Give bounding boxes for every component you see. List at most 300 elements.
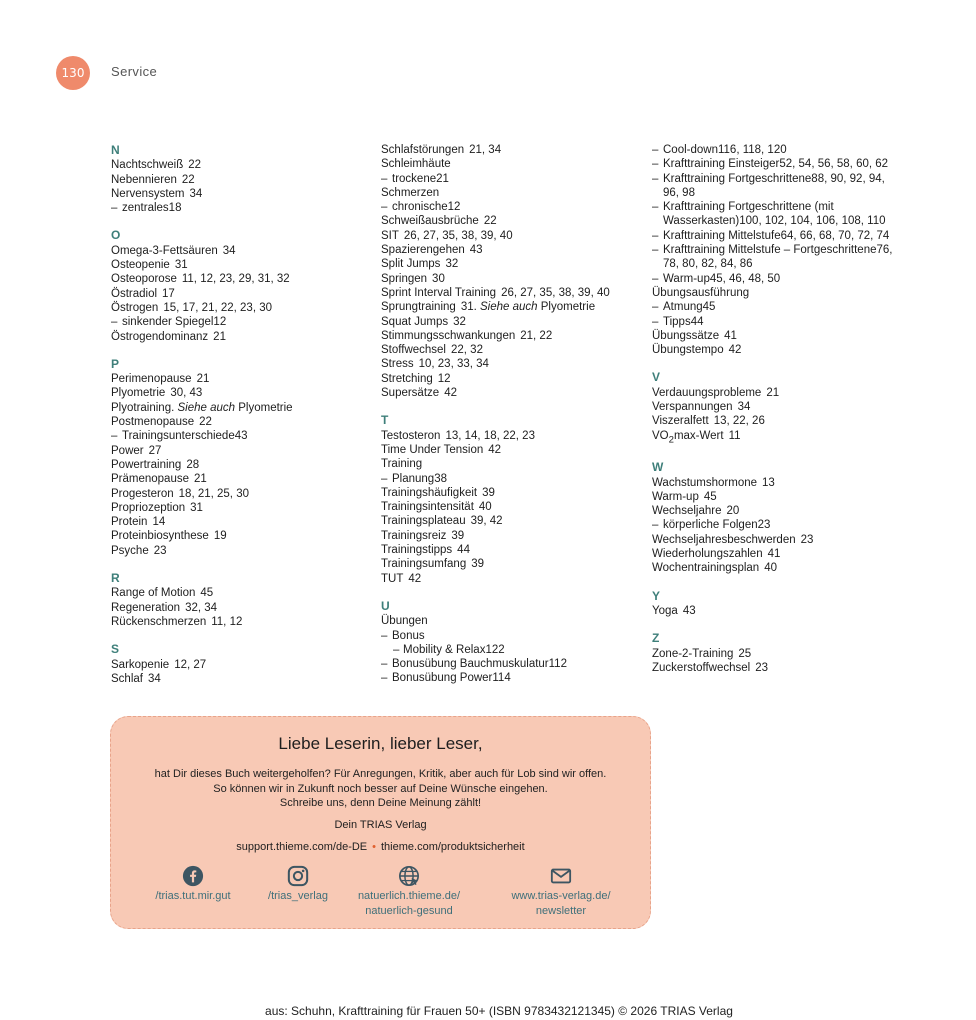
notice-body-line: Schreibe uns, denn Deine Meinung zählt! xyxy=(279,797,482,809)
subentry-dash: – xyxy=(381,472,388,485)
index-term: Sarkopenie xyxy=(111,658,170,671)
index-pages: 26, 27, 35, 38, 39, 40 xyxy=(501,286,610,299)
index-pages: 28 xyxy=(186,458,200,471)
index-pages: 12, 27 xyxy=(174,658,207,671)
subentry-dash: – xyxy=(111,430,118,443)
index-term: Schweißausbrüche xyxy=(381,215,479,228)
index-see-also-entry xyxy=(381,300,646,314)
index-term: Viszeralfett xyxy=(652,415,709,428)
index-term: Psyche xyxy=(111,544,149,557)
index-pages: 31 xyxy=(174,259,188,272)
index-pages: 22 xyxy=(199,416,212,429)
index-term: Postmenopause xyxy=(111,416,195,429)
index-term: Sprint Interval Training xyxy=(381,286,497,299)
subentry-dash: – xyxy=(652,315,659,328)
index-term: Krafttraining Mittelstufe xyxy=(663,229,781,242)
index-term: Krafttraining Fortgeschrittene xyxy=(663,172,812,185)
index-term: Power xyxy=(111,444,144,457)
index-entry xyxy=(111,601,376,615)
index-pages: 112 xyxy=(548,658,567,671)
index-pages: 100, 102, 104, 106, 108, 110 xyxy=(739,215,886,228)
subentry-dash: – xyxy=(381,672,388,685)
index-pages: 12 xyxy=(447,201,461,214)
index-pages: 41 xyxy=(767,548,781,561)
index-entry xyxy=(381,500,646,514)
index-letter-heading: P xyxy=(111,356,120,371)
index-pages: 15, 17, 21, 22, 23, 30 xyxy=(163,301,273,314)
index-pages: 20 xyxy=(726,505,740,518)
index-entry xyxy=(111,272,376,286)
instagram-handle: /trias_verlag xyxy=(268,890,328,902)
index-entry xyxy=(111,615,376,629)
index-term: Planung xyxy=(392,472,435,485)
index-pages: 43 xyxy=(469,244,483,257)
index-term: Trainingshäufigkeit xyxy=(381,486,478,499)
index-term: Stretching xyxy=(381,372,433,385)
index-term: Wechseljahresbeschwerden xyxy=(652,533,796,546)
index-entry xyxy=(381,486,646,500)
index-pages: 31. xyxy=(460,301,477,314)
index-term: Wechseljahre xyxy=(652,505,722,518)
index-pages: 39, 42 xyxy=(470,515,503,528)
index-term: Springen xyxy=(381,272,428,285)
index-term: $VO_2\max$-Wert xyxy=(652,429,724,445)
index-pages: 21 xyxy=(436,172,449,185)
index-term: Nebennieren xyxy=(111,173,177,186)
index-letter-heading: O xyxy=(111,228,121,243)
index-entry xyxy=(381,157,646,171)
see-also-label: Siehe auch xyxy=(177,401,236,414)
subentry-dash: – xyxy=(652,144,659,156)
index-pages: 38 xyxy=(434,472,448,485)
see-also-target: Plyometrie xyxy=(238,401,293,414)
mail-icon xyxy=(491,863,631,889)
index-term: Osteoporose xyxy=(111,273,177,286)
index-entry xyxy=(652,429,902,448)
see-also-target: Plyometrie xyxy=(540,301,596,314)
index-entry xyxy=(111,529,376,543)
index-entry xyxy=(381,529,646,543)
index-entry xyxy=(381,386,646,400)
newsletter-link[interactable] xyxy=(491,863,631,918)
index-entry xyxy=(111,258,376,272)
index-term: Atmung xyxy=(663,301,703,314)
index-pages: 43 xyxy=(234,430,248,443)
index-term: Regeneration xyxy=(111,601,181,614)
index-entry xyxy=(381,443,646,457)
index-pages: 26, 27, 35, 38, 39, 40 xyxy=(403,229,513,242)
index-term: Östrogen xyxy=(111,301,159,314)
index-entry xyxy=(381,429,646,443)
subentry-dash: – xyxy=(381,629,388,642)
index-subentry xyxy=(652,243,902,272)
index-term: Testosteron xyxy=(381,429,441,442)
index-term: Supersätze xyxy=(381,387,440,400)
index-entry xyxy=(652,286,902,300)
index-pages: 17 xyxy=(162,287,175,300)
index-term: Trainingsplateau xyxy=(381,515,466,528)
index-term: Östrogendominanz xyxy=(111,330,209,343)
index-entry xyxy=(381,143,646,157)
index-pages: 122 xyxy=(485,643,505,656)
index-entry xyxy=(381,243,646,257)
index-term: Time Under Tension xyxy=(381,443,484,456)
page-number-badge: 130 xyxy=(56,56,90,90)
index-subentry xyxy=(381,172,646,186)
notice-signature: Dein TRIAS Verlag xyxy=(334,819,427,831)
index-entry xyxy=(381,186,646,200)
index-pages: 88, 90, 92, 94, 96, 98 xyxy=(663,172,885,199)
index-letter-heading: T xyxy=(381,413,389,428)
website-link[interactable] xyxy=(339,863,479,918)
notice-title: Liebe Leserin, lieber Leser, xyxy=(278,734,483,753)
index-entry xyxy=(111,158,376,172)
index-term: Rückenschmerzen xyxy=(111,615,207,628)
index-pages: 45 xyxy=(200,587,214,600)
index-see-also-entry xyxy=(111,401,376,415)
subentry-dash: – xyxy=(393,643,400,656)
index-pages: 21 xyxy=(194,473,207,486)
index-pages: 43 xyxy=(682,604,696,617)
index-term: Split Jumps xyxy=(381,258,441,271)
index-pages: 30 xyxy=(432,272,445,285)
index-entry xyxy=(652,414,902,428)
index-pages: 44 xyxy=(690,315,704,328)
index-entry xyxy=(381,315,646,329)
index-pages: 14 xyxy=(152,516,166,529)
notice-body-line: hat Dir dieses Buch weitergeholfen? Für Anregungen, Kritik, aber auch für Lob sind wir offen. xyxy=(154,768,607,780)
index-term: Powertraining xyxy=(111,458,182,471)
index-subentry xyxy=(652,300,902,314)
index-pages: 45, 46, 48, 50 xyxy=(709,272,781,285)
index-entry xyxy=(381,343,646,357)
index-pages: 11 xyxy=(728,429,741,442)
index-term: TUT xyxy=(381,572,404,585)
index-term: zentrales xyxy=(122,202,169,215)
index-subentry xyxy=(381,671,646,685)
website-url-line2: natuerlich-gesund xyxy=(365,904,453,917)
index-entry xyxy=(652,386,902,400)
index-pages: 21 xyxy=(213,330,226,343)
index-pages: 22 xyxy=(188,159,202,172)
index-entry xyxy=(111,301,376,315)
index-pages: 39 xyxy=(451,529,465,542)
index-pages: 21, 22 xyxy=(520,329,553,342)
index-subentry xyxy=(652,143,902,157)
index-letter-heading: N xyxy=(111,143,120,157)
index-entry xyxy=(381,572,646,586)
index-entry xyxy=(111,658,376,672)
index-term: Verspannungen xyxy=(652,401,733,414)
index-term: Plyometrie xyxy=(111,387,166,400)
index-entry xyxy=(652,476,902,490)
index-letter-heading: Z xyxy=(652,631,660,646)
index-pages: 25 xyxy=(738,647,752,660)
index-term: Verdauungsprobleme xyxy=(652,386,762,399)
index-term: Bonusübung Bauchmuskulatur xyxy=(392,658,549,671)
index-subentry xyxy=(381,629,646,643)
index-entry xyxy=(381,229,646,243)
index-letter-heading: S xyxy=(111,642,120,657)
index-letter-heading: W xyxy=(652,460,664,475)
index-term: Tipps xyxy=(663,315,691,328)
index-subentry xyxy=(652,229,902,243)
index-pages: 10, 23, 33, 34 xyxy=(418,358,489,371)
index-term: Stimmungsschwankungen xyxy=(381,329,516,342)
index-pages: 22, 32 xyxy=(451,344,483,357)
index-pages: 31 xyxy=(190,501,203,514)
index-pages: 64, 66, 68, 70, 72, 74 xyxy=(780,229,890,242)
index-pages: 23 xyxy=(153,544,167,557)
index-term: Stoffwechsel xyxy=(381,344,446,357)
index-term: Range of Motion xyxy=(111,587,196,600)
index-entry xyxy=(652,533,902,547)
index-pages: 32 xyxy=(453,315,466,328)
index-pages: 23 xyxy=(800,533,814,546)
notice-body-line: So können wir in Zukunft noch besser auf Deine Wünsche eingehen. xyxy=(213,782,548,795)
index-letter-heading: R xyxy=(111,571,120,586)
subentry-dash: – xyxy=(381,658,388,671)
index-entry xyxy=(111,287,376,301)
index-entry xyxy=(652,661,902,675)
index-term: Zone-2-Training xyxy=(652,647,734,660)
index-subentry xyxy=(652,272,902,286)
subentry-dash: – xyxy=(652,272,659,285)
index-pages: 114 xyxy=(492,672,511,685)
index-pages: 34 xyxy=(189,187,203,200)
subentry-dash: – xyxy=(111,316,118,329)
index-subentry xyxy=(381,472,646,486)
notice-links xyxy=(111,841,650,853)
index-term: Übungssätze xyxy=(652,329,720,342)
index-pages: 18 xyxy=(168,202,182,215)
index-entry xyxy=(652,504,902,518)
index-pages: 30, 43 xyxy=(170,387,203,400)
index-pages: 34 xyxy=(222,244,236,257)
index-column-2 xyxy=(381,143,646,686)
newsletter-url-line1: www.trias-verlag.de/ xyxy=(511,890,611,902)
index-entry xyxy=(652,343,902,357)
index-letter-heading: Y xyxy=(652,588,661,603)
index-pages: 13 xyxy=(762,476,775,489)
subentry-dash: – xyxy=(652,158,659,171)
index-subentry xyxy=(652,518,902,532)
newsletter-url-line2: newsletter xyxy=(535,904,587,917)
index-term: Trainingsreiz xyxy=(381,529,447,542)
index-entry xyxy=(111,472,376,486)
index-entry xyxy=(381,329,646,343)
index-pages: 22 xyxy=(181,173,195,186)
index-term: Warm-up xyxy=(663,272,710,285)
index-entry xyxy=(111,330,376,344)
index-pages: 21, 34 xyxy=(469,144,502,156)
index-entry xyxy=(111,372,376,386)
index-term: sinkender Spiegel xyxy=(122,316,214,329)
index-subentry xyxy=(652,172,902,201)
index-subentry xyxy=(381,643,646,657)
index-entry xyxy=(111,458,376,472)
index-pages: 23 xyxy=(755,661,769,674)
index-entry xyxy=(111,415,376,429)
index-subentry xyxy=(652,200,902,229)
subentry-dash: – xyxy=(652,201,659,214)
index-entry xyxy=(652,561,902,575)
index-term: Übungstempo xyxy=(652,344,724,357)
index-term: Trainingsintensität xyxy=(381,501,474,514)
index-term: Wachstumshormone xyxy=(652,476,758,489)
index-entry xyxy=(111,586,376,600)
index-term: Protein xyxy=(111,516,148,529)
index-entry xyxy=(111,672,376,686)
index-entry xyxy=(381,457,646,471)
index-pages: 23 xyxy=(757,519,771,532)
index-entry xyxy=(381,357,646,371)
index-term: Schleimhäute xyxy=(381,158,451,171)
index-term: Übungsausführung xyxy=(652,286,750,299)
index-term: Trainingsunterschiede xyxy=(122,430,235,443)
index-pages: 76, 78, 80, 82, 84, 86 xyxy=(663,244,893,271)
index-pages: 22 xyxy=(483,215,497,228)
index-pages: 13, 22, 26 xyxy=(713,415,765,428)
index-term: SIT xyxy=(381,229,399,242)
index-entry xyxy=(111,173,376,187)
index-subentry xyxy=(111,201,376,215)
index-pages: 39 xyxy=(482,486,495,499)
index-term: Squat Jumps xyxy=(381,315,449,328)
index-pages: 45 xyxy=(703,490,717,503)
index-pages: 45 xyxy=(702,301,716,314)
index-entry xyxy=(652,647,902,661)
index-entry xyxy=(381,214,646,228)
index-entry xyxy=(381,614,646,628)
subentry-dash: – xyxy=(381,172,388,185)
index-subentry xyxy=(652,157,902,171)
index-term: Perimenopause xyxy=(111,373,192,386)
section-title: Service xyxy=(111,64,158,79)
index-pages: 42 xyxy=(408,572,422,585)
index-term: Nervensystem xyxy=(111,187,185,200)
copyright-footer: aus: Schuhn, Krafttraining für Frauen 50+ (ISBN 9783432121345) © 2026 TRIAS Verlag xyxy=(265,1004,733,1018)
link-separator: • xyxy=(372,841,376,853)
reader-notice-box xyxy=(110,716,651,929)
index-pages: 42 xyxy=(444,387,457,400)
index-term: Prämenopause xyxy=(111,473,189,486)
index-pages: 52, 54, 56, 58, 60, 62 xyxy=(779,158,889,171)
index-pages: 32, 34 xyxy=(185,601,218,614)
subentry-dash: – xyxy=(652,519,659,532)
index-subentry xyxy=(652,315,902,329)
index-term: Spazierengehen xyxy=(381,244,465,257)
index-pages: 11, 12 xyxy=(211,615,243,628)
index-entry xyxy=(381,557,646,571)
index-term: Östradiol xyxy=(111,287,158,300)
index-pages: 13, 14, 18, 22, 23 xyxy=(445,429,535,442)
index-term: Trainingstipps xyxy=(381,544,453,557)
index-term: Propriozeption xyxy=(111,501,186,514)
index-term: Proteinbiosynthese xyxy=(111,530,209,543)
index-entry xyxy=(111,386,376,400)
index-term: Bonus xyxy=(392,629,425,642)
index-pages: 21 xyxy=(766,386,780,399)
index-pages: 32 xyxy=(445,258,459,271)
index-term: Zuckerstoffwechsel xyxy=(652,661,751,674)
index-pages: 34 xyxy=(147,672,161,685)
index-term: Krafttraining Mittelstufe – Fortgeschrittene xyxy=(663,244,877,257)
website-url-line1: natuerlich.thieme.de/ xyxy=(357,890,461,902)
subentry-dash: – xyxy=(381,201,388,214)
index-entry xyxy=(381,257,646,271)
index-pages: 44 xyxy=(457,544,470,557)
index-term: Schlafstörungen xyxy=(381,144,465,156)
facebook-handle: /trias.tut.mir.gut xyxy=(155,890,231,902)
index-pages: 27 xyxy=(148,444,162,457)
index-entry xyxy=(111,244,376,258)
index-letter-heading: V xyxy=(652,370,661,385)
index-pages: 12 xyxy=(437,372,451,385)
index-pages: 39 xyxy=(471,558,485,571)
index-entry xyxy=(652,329,902,343)
index-entry xyxy=(381,543,646,557)
index-pages: 21 xyxy=(196,373,210,386)
index-term: Schmerzen xyxy=(381,186,440,199)
index-entry xyxy=(381,514,646,528)
index-term: körperliche Folgen xyxy=(663,519,758,532)
index-entry xyxy=(652,490,902,504)
index-term: Wiederholungszahlen xyxy=(652,548,763,561)
globe-icon xyxy=(339,863,479,889)
subentry-dash: – xyxy=(652,172,659,185)
index-entry xyxy=(111,187,376,201)
index-term: Trainingsumfang xyxy=(381,558,467,571)
index-entry xyxy=(381,272,646,286)
index-subentry xyxy=(111,315,376,329)
index-subentry xyxy=(111,429,376,443)
index-subentry xyxy=(381,200,646,214)
index-term: Warm-up xyxy=(652,490,699,503)
index-column-1 xyxy=(111,143,376,686)
index-term: chronische xyxy=(392,201,448,214)
index-term: Mobility & Relax xyxy=(403,643,486,656)
index-pages: 42 xyxy=(488,443,502,456)
index-pages: 19 xyxy=(213,530,227,543)
index-term: Krafttraining Fortgeschrittene (mit Wasserkasten) xyxy=(663,201,834,228)
index-term: Nachtschweiß xyxy=(111,159,184,172)
index-entry xyxy=(652,604,902,618)
index-term: Omega-3-Fettsäuren xyxy=(111,244,218,257)
index-pages: 40 xyxy=(478,501,492,514)
index-term: Krafttraining Einsteiger xyxy=(663,158,780,171)
index-pages: 12 xyxy=(213,316,227,329)
index-column-3 xyxy=(652,143,902,675)
see-also-label: Siehe auch xyxy=(480,301,538,314)
index-term: Sprungtraining xyxy=(381,301,456,314)
product-safety-link[interactable]: thieme.com/produktsicherheit xyxy=(381,841,525,853)
index-pages: 41 xyxy=(724,329,737,342)
index-term: Bonusübung Power xyxy=(392,672,493,685)
index-entry xyxy=(381,372,646,386)
subentry-dash: – xyxy=(652,229,659,242)
index-entry xyxy=(111,544,376,558)
index-entry xyxy=(111,487,376,501)
index-pages: 42 xyxy=(728,344,742,357)
support-link[interactable]: support.thieme.com/de-DE xyxy=(236,841,368,853)
index-term: Wochentrainingsplan xyxy=(652,562,760,575)
index-letter-heading: U xyxy=(381,598,390,613)
index-term: Yoga xyxy=(652,604,678,617)
index-entry xyxy=(652,400,902,414)
index-subentry xyxy=(381,657,646,671)
index-entry xyxy=(381,286,646,300)
